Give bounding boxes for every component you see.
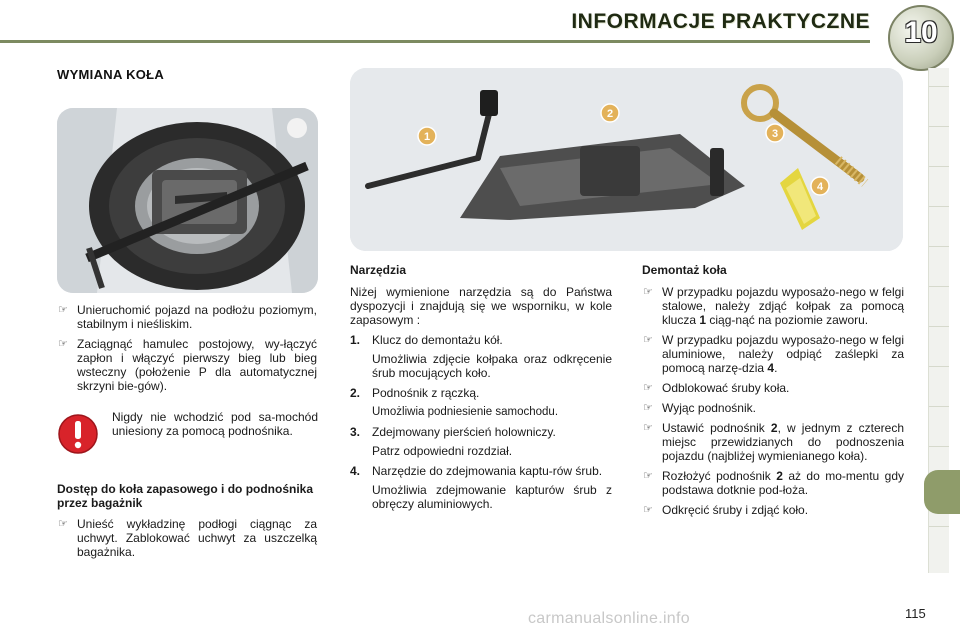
header-rule [0, 40, 870, 43]
warning-text: Nigdy nie wchodzić pod sa-mochód uniesiony za pomocą podnośnika. [112, 410, 318, 438]
item-description: Umożliwia zdejmowanie kapturów śrub z obręczy aluminiowych. [372, 483, 612, 511]
item-description: Patrz odpowiedni rozdział. [372, 444, 513, 458]
spare-wheel-photo [57, 108, 318, 293]
list-item: ☞ Odkręcić śruby i zdjąć koło. [643, 503, 809, 517]
hand-pointer-icon: ☞ [58, 304, 68, 316]
hand-pointer-icon: ☞ [643, 334, 653, 346]
list-item: 3. Zdejmowany pierścień holowniczy. [350, 425, 556, 439]
chapter-number: 10 [904, 16, 938, 49]
tools-heading: Narzędzia [350, 263, 407, 277]
page-header-title: INFORMACJE PRAKTYCZNE [571, 10, 870, 33]
list-item: ☞ Wyjąc podnośnik. [643, 401, 756, 415]
list-item: 2. Podnośnik z rączką. [350, 386, 480, 400]
callout-3 [766, 124, 784, 142]
hand-pointer-icon: ☞ [58, 518, 68, 530]
removal-heading: Demontaż koła [642, 263, 727, 277]
svg-text:2: 2 [606, 108, 614, 120]
tools-intro: Niżej wymienione narzędzia są do Państwa dyspozycji i znajdują się we wsporniku, w kole zapasowym : [350, 285, 612, 327]
list-item: ☞ W przypadku pojazdu wyposażo-nego w felgi aluminiowe, należy odpiąć zaślepki za pomocą narzę-dzia 4. [643, 333, 904, 375]
page-number: 115 [905, 606, 926, 621]
list-item: ☞ Ustawić podnośnik 2, w jednym z czterech miejsc przewidzianych do podnoszenia pojazdu (najbliżej wymienianego koła). [643, 421, 904, 463]
hand-pointer-icon: ☞ [643, 504, 653, 516]
list-item: ☞ Zaciągnąć hamulec postojowy, wy-łączyć zapłon i włączyć pierwszy bieg lub bieg wsteczny (położenie P dla automatycznej skrzyni bie-gów). [58, 337, 317, 393]
callout-4 [811, 177, 829, 195]
tools-column [350, 263, 612, 511]
hand-pointer-icon: ☞ [643, 422, 653, 434]
list-item: ☞ Unieruchomić pojazd na podłożu poziomym, stabilnym i nieśliskim. [58, 303, 317, 331]
hand-pointer-icon: ☞ [643, 286, 653, 298]
section-title: WYMIANA KOŁA [57, 67, 165, 82]
hand-pointer-icon: ☞ [58, 338, 68, 350]
watermark: carmanualsonline.info [528, 610, 690, 627]
hand-pointer-icon: ☞ [643, 382, 653, 394]
list-item: ☞ W przypadku pojazdu wyposażo-nego w felgi stalowe, należy zdjąć kołpak za pomocą klucza 1 ciąg-nąć na poziomie zaworu. [643, 285, 904, 327]
tools-photo [350, 68, 903, 251]
removal-column [642, 263, 904, 517]
list-item: 4. Narzędzie do zdejmowania kaptu-rów śrub. [350, 464, 603, 478]
access-section [57, 482, 317, 559]
hand-pointer-icon: ☞ [643, 470, 653, 482]
callout-1 [418, 127, 436, 145]
chapter-tab-active[interactable] [924, 470, 960, 514]
list-item: ☞ Odblokować śruby koła. [643, 381, 790, 395]
hand-pointer-icon: ☞ [643, 402, 653, 414]
access-heading: Dostęp do koła zapasowego i do podnośnika przez bagażnik [57, 482, 314, 510]
item-description: Umożliwia zdjęcie kołpaka oraz odkręcenie śrub mocujących koło. [372, 352, 612, 380]
item-description: Umożliwia podniesienie samochodu. [372, 406, 559, 418]
svg-text:3: 3 [771, 128, 779, 140]
list-item: 1. Klucz do demontażu kół. [350, 333, 503, 347]
left-column [57, 303, 317, 393]
list-item: ☞ Rozłożyć podnośnik 2 aż do mo-mentu gdy podstawa dotknie pod-łoża. [643, 469, 904, 497]
svg-text:1: 1 [423, 131, 431, 143]
warning-icon [57, 413, 99, 455]
svg-text:4: 4 [816, 181, 824, 193]
callout-2 [601, 104, 619, 122]
list-item: ☞ Unieść wykładzinę podłogi ciągnąc za uchwyt. Zablokować uchwyt za uszczelką bagażnika. [58, 517, 317, 559]
